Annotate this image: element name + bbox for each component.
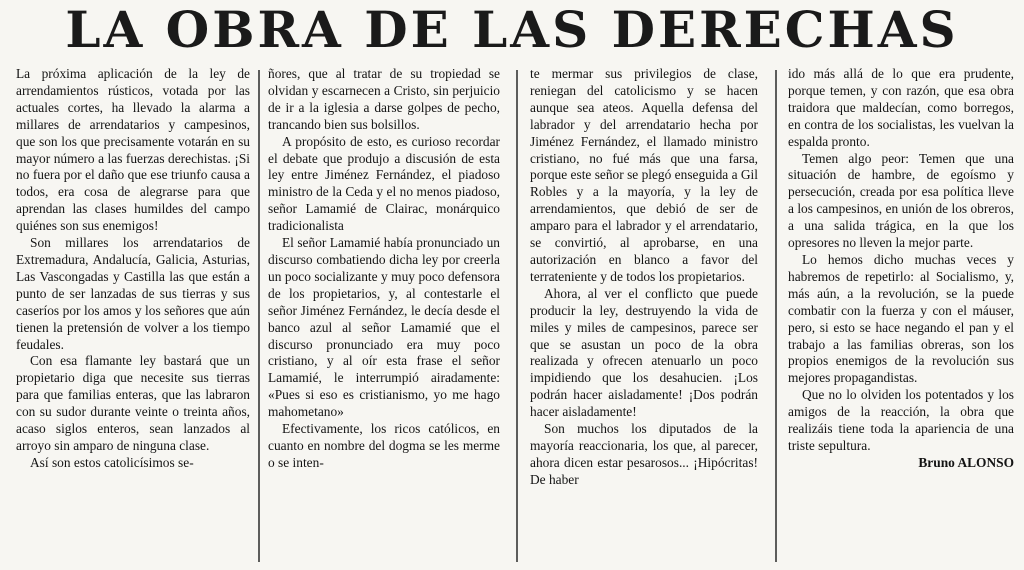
paragraph: Son millares los arrendatarios de Extremadura, Andalucía, Galicia, Asturias, Las Vascongadas y Castilla las que están a punto de ser lanzadas de sus tierras y sus caseríos por los amos y los señores que aún tienen la pretensión de volver a los tiempo feudales. [16,235,250,352]
column-divider [258,70,260,562]
article-column-2 [268,66,500,566]
article-column-4 [788,66,1014,566]
article-column-3 [530,66,758,566]
paragraph: Que no lo olviden los potentados y los amigos de la reacción, la obra que realizáis tiene toda la apariencia de una triste sepultura. [788,387,1014,453]
paragraph: La próxima aplicación de la ley de arrendamientos rústicos, votada por las actuales cortes, ha llevado la alarma a millares de arrendatarios y campesinos, que son los que precisamente votarán en su mayor número a las fuerzas derechistas. ¡Si no fuera por el daño que ese triunfo causa a todos, era cosa de alegrarse para que aprendan las clases humildes del campo quiénes son sus enemigos! [16,66,250,234]
paragraph: Lo hemos dicho muchas veces y habremos de repetirlo: al Socialismo, y, más aún, a la revolución, se la puede combatir con la fuerza y con el máuser, pero, si esto se hace negando el pan y el trabajo a las familias obreras, son los propios enemigos de la revolución sus mejores propagandistas. [788,251,1014,386]
paragraph: ido más allá de lo que era prudente, porque temen, y con razón, que esa obra traidora que maldecían, como borregos, en contra de los socialistas, les vuelvan la espalda pronto. [788,66,1014,149]
paragraph: Temen algo peor: Temen que una situación de hambre, de egoísmo y persecución, creada por esa política lleve a los campesinos, en unión de los obreros, a una salida trágica, en la que los opresores no lleven la mejor parte. [788,150,1014,251]
article-headline: LA OBRA DE LAS DERECHAS [65,0,959,59]
paragraph: Así son estos catolicísimos se- [30,454,194,470]
paragraph: te mermar sus privilegios de clase, reniegan del catolicismo y se hacen aunque sea ateos. Aquella defensa del labrador y del arrendatario hecha por Jiménez Fernández, el llamado ministro cristiano, no fué más que una farsa, porque este señor se plegó enseguida a Gil Robles y a la mayoría, y la ley de arrendamientos, que debió de ser de amparo para el labrador y el arrendatario, se convirtió, al aprobarse, en una autorización en blanco a favor del terrateniente y de todos los propietarios. [530,66,758,284]
paragraph: El señor Lamamié había pronunciado un discurso combatiendo dicha ley por creerla un poco socializante y muy poco defensora de los propietarios, y, al contestarle el señor Jiménez Fernández, le decía desde el banco azul al señor Lamamié que el discurso pronunciado era muy poco cristiano, y al oír esta frase el señor Lamamié, le interrumpió airadamente: «Pues si eso es cristianismo, yo me hago mahometano» [268,235,500,420]
paragraph: Con esa flamante ley bastará que un propietario diga que necesite sus tierras para que familias enteras, que las labraron con su sudor durante veinte o treinta años, acaso siglos enteros, sean lanzados al arroyo sin amparo de ninguna clase. [16,353,250,453]
column-divider [775,70,777,562]
paragraph: Efectivamente, los ricos católicos, en cuanto en nombre del dogma se les merme o se inten- [268,421,500,470]
author-signature: Bruno ALONSO [918,454,1014,470]
paragraph: Son muchos los diputados de la mayoría reaccionaria, los que, al parecer, ahora dicen estar pesarosos... ¡Hipócritas! De haber [530,421,758,487]
paragraph: Ahora, al ver el conflicto que puede producir la ley, destruyendo la vida de miles y miles de campesinos, parece ser que se asustan un poco de la obra realizada y ofrecen atenuarlo un poco impidiendo que los desahucien. ¡Los podrán hacer aisladamente! ¡Dos podrán hacer aisladamente! [530,285,758,420]
article-column-1 [16,66,250,566]
paragraph: A propósito de esto, es curioso recordar el debate que produjo a discusión de esta ley entre Jiménez Fernández, el piadoso ministro de la Ceda y el no menos piadoso, señor Lamamié de Clairac, monárquico tradicionalista [268,133,500,234]
paragraph: ñores, que al tratar de su tropiedad se olvidan y escarnecen a Cristo, sin perjuicio de ir a la iglesia a darse golpes de pecho, trancando bien sus bolsillos. [268,66,500,132]
column-divider [516,70,518,562]
